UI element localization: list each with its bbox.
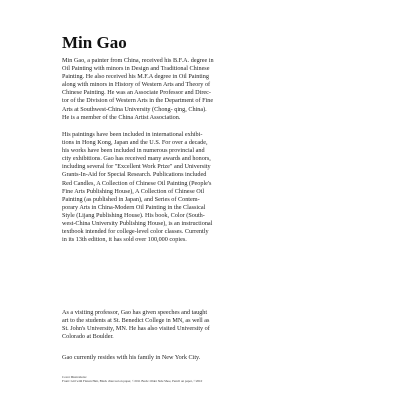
text-line: city exhibitions. Gao has received many awards and honors,: [62, 155, 211, 163]
text-line: St. John's University, MN. He has also visited University of: [62, 325, 210, 333]
text-line: His paintings have been included in international exhibi-: [62, 131, 203, 138]
text-line: his works have been included in numerous provincial and: [62, 147, 205, 155]
text-line: Painting. He also received his M.F.A degree in Oil Painting: [62, 73, 209, 81]
text-line: Arts at Southwest-China University (Chong- qing, China).: [62, 105, 207, 113]
text-line: Painting (as published in Japan), and Series of Contem-: [62, 195, 200, 203]
text-line: tor of the Division of Western Arts in the Department of Fine: [62, 97, 214, 105]
text-line: west-China University Publishing House), is an instructional: [62, 220, 213, 228]
visiting-professor-paragraph: [62, 309, 324, 341]
text-line: porary Arts in China-Modern Oil Painting in the Classical: [62, 203, 206, 211]
biography-paragraph: [62, 57, 324, 122]
caption-heading: Cover Illustrations:: [62, 375, 87, 379]
text-line: tions in Hong Kong, Japan and the U.S. For over a decade,: [62, 139, 208, 147]
text-line: Style (Lijang Publishing House). His book, Color (South-: [62, 211, 205, 219]
text-line: art to the students at St. Benedict College in MN, as well as: [62, 317, 210, 325]
text-line: Grants-In-Aid for Special Research. Publications included: [62, 171, 207, 179]
text-line: Min Gao, a painter from China, received his B.F.A. degree in: [62, 57, 214, 64]
text-line: Fine Arts Publishing House), A Collection of Chinese Oil: [62, 187, 205, 195]
text-line: Colorado at Boulder.: [62, 333, 114, 341]
text-line: He is a member of the China Artist Association.: [62, 113, 181, 121]
text-line: textbook intended for college-level color classes. Currently: [62, 228, 209, 236]
cover-illustrations-caption: [62, 375, 362, 384]
text-line: Red Candles, A Collection of Chinese Oil Painting (People's: [62, 179, 212, 187]
text-line: Oil Painting with minors in Design and Traditional Chinese: [62, 65, 210, 73]
text-line: Gao currently resides with his family in New York City.: [62, 354, 201, 361]
text-line: As a visiting professor, Gao has given speeches and taught: [62, 309, 208, 316]
caption-credits: Front: Girl with Flaxen Hair, Black charcoal on paper, ©2011 Back: Older Side Shoe, Pencil on paper, ©2010: [62, 379, 203, 384]
text-line: Chinese Painting. He was an Associate Professor and Direc-: [62, 89, 211, 97]
residence-paragraph: [62, 354, 324, 362]
exhibitions-paragraph: [62, 131, 324, 244]
page-title: Min Gao: [62, 33, 127, 52]
text-line: in its 13th edition, it has sold over 100,000 copies.: [62, 236, 187, 244]
text-line: including several for "Excellent Work Prize" and University: [62, 163, 211, 171]
text-line: along with minors in History of Western Arts and Theory of: [62, 81, 211, 89]
